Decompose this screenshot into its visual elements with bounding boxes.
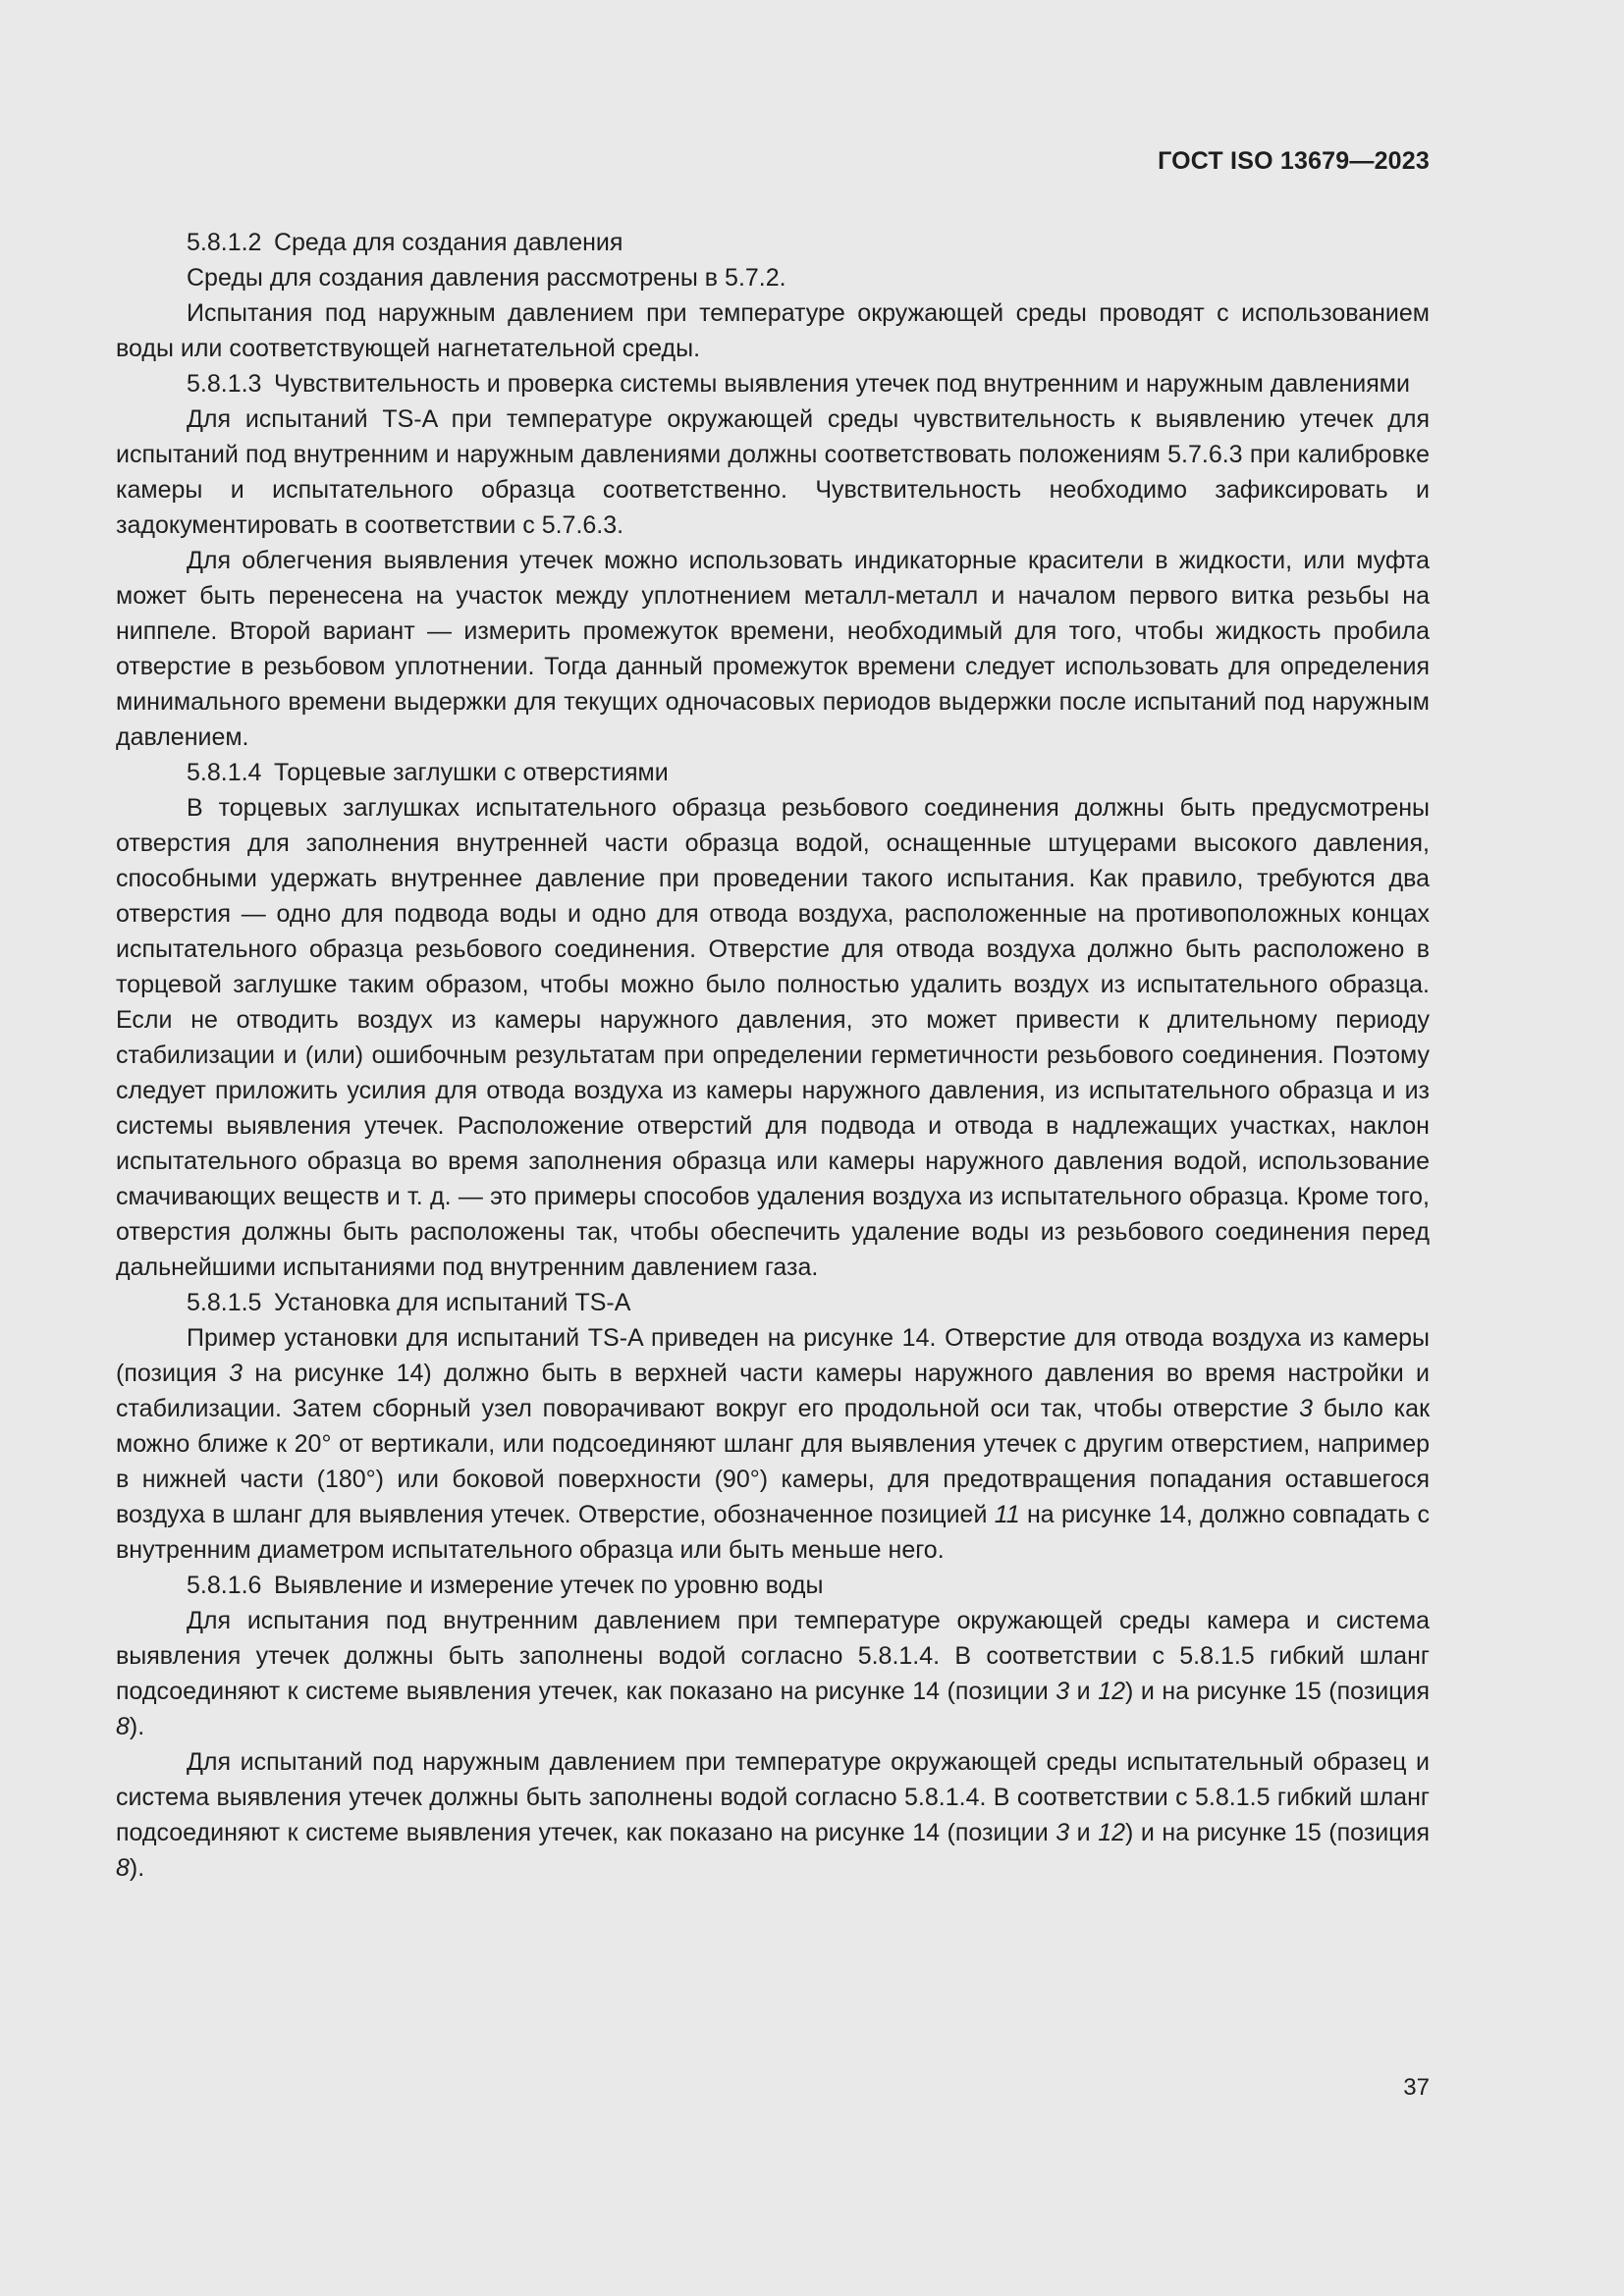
- section-heading: [116, 1285, 1430, 1320]
- paragraph-text: ).: [129, 1713, 145, 1740]
- section-number: 5.8.1.5: [187, 1289, 262, 1316]
- position-reference: 3: [1056, 1678, 1070, 1705]
- section-heading: [116, 225, 1430, 260]
- paragraph: Среды для создания давления рассмотрены в 5.7.2.: [187, 264, 786, 292]
- paragraph: Для облегчения выявления утечек можно использовать индикаторные красители в жидкости, или муфта может быть перенесена на участок между уплотнением металл-металл и началом первого витка резьбы на ниппеле. Второй вариант — измерить промежуток времени, необходимый для того, чтобы жидкость пробила отверстие в резьбовом уплотнении. Тогда данный промежуток времени следует использовать для определения минимального времени выдержки для текущих одночасовых периодов выдержки после испытаний под наружным давлением.: [116, 547, 1430, 751]
- position-reference: 8: [116, 1854, 130, 1882]
- section-heading: [116, 1568, 1430, 1603]
- paragraph-text: Пример установки для испытаний TS-A приведен на рисунке 14. Отверстие для отвода воздуха из камеры (позиция: [116, 1324, 1430, 1387]
- position-reference: 3: [1299, 1395, 1313, 1422]
- paragraph-text: на рисунке 14, должно совпадать с внутренним диаметром испытательного образца или быть меньше него.: [116, 1501, 1430, 1564]
- paragraph-text: ) и на рисунке 15 (позиция: [1125, 1678, 1430, 1705]
- paragraph: В торцевых заглушках испытательного образца резьбового соединения должны быть предусмотрены отверстия для заполнения внутренней части образца водой, оснащенные штуцерами высокого давления, способными удержать внутреннее давление при проведении такого испытания. Как правило, требуются два отверстия — одно для подвода воды и одно для отвода воздуха, расположенные на противоположных концах испытательного образца резьбового соединения. Отверстие для отвода воздуха должно быть расположено в торцевой заглушке таким образом, чтобы можно было полностью удалить воздух из испытательного образца. Если не отводить воздух из камеры наружного давления, это может привести к длительному периоду стабилизации и (или) ошибочным результатам при определении герметичности резьбового соединения. Поэтому следует приложить усилия для отвода воздуха из камеры наружного давления, из испытательного образца и из системы выявления утечек. Расположение отверстий для подвода и отвода в надлежащих участках, наклон испытательного образца во время заполнения образца или камеры наружного давления водой, использование смачивающих веществ и т. д. — это примеры способов удаления воздуха из испытательного образца. Кроме того, отверстия должны быть расположены так, чтобы обеспечить удаление воды из резьбового соединения перед дальнейшими испытаниями под внутренним давлением газа.: [116, 794, 1430, 1281]
- paragraph: [116, 1320, 1430, 1568]
- section-heading: [116, 366, 1430, 401]
- position-reference: 3: [229, 1360, 244, 1387]
- paragraph-text: на рисунке 14) должно быть в верхней части камеры наружного давления во время настройки и стабилизации. Затем сборный узел поворачивают вокруг его продольной оси так, чтобы отверстие: [116, 1360, 1430, 1422]
- position-reference: 12: [1098, 1678, 1125, 1705]
- paragraph: Для испытаний TS-A при температуре окружающей среды чувствительность к выявлению утечек для испытаний под внутренним и наружным давлениями должны соответствовать положениям 5.7.6.3 при калибровке камеры и испытательного образца соответственно. Чувствительность необходимо зафиксировать и задокументировать в соответствии с 5.7.6.3.: [116, 405, 1430, 539]
- section-number: 5.8.1.3: [187, 370, 262, 398]
- page-number: 37: [1403, 2074, 1430, 2101]
- section-title: Выявление и измерение утечек по уровню воды: [273, 1572, 824, 1599]
- position-reference: 12: [1098, 1819, 1125, 1846]
- paragraph: Испытания под наружным давлением при температуре окружающей среды проводят с использованием воды или соответствующей нагнетательной среды.: [116, 299, 1430, 362]
- section-title: Установка для испытаний TS-A: [273, 1289, 631, 1316]
- paragraph: [116, 1744, 1430, 1886]
- section-title: Торцевые заглушки с отверстиями: [273, 759, 669, 786]
- position-reference: 11: [994, 1501, 1020, 1528]
- paragraph-text: было как можно ближе к 20° от вертикали, или подсоединяют шланг для выявления утечек с другим отверстием, например в нижней части (180°) или боковой поверхности (90°) камеры, для предотвращения попадания оставшегося воздуха в шланг для выявления утечек. Отверстие, обозначенное позицией: [116, 1395, 1431, 1528]
- paragraph-text: Для испытания под внутренним давлением при температуре окружающей среды камера и система выявления утечек должны быть заполнены водой согласно 5.8.1.4. В соответствии с 5.8.1.5 гибкий шланг подсоединяют к системе выявления утечек, как показано на рисунке 14 (позиции: [116, 1607, 1430, 1705]
- section-heading: [116, 755, 1430, 790]
- paragraph-text: ).: [129, 1854, 145, 1882]
- document-body: [116, 225, 1430, 1886]
- section-title: Среда для создания давления: [273, 229, 623, 256]
- paragraph: [116, 1603, 1430, 1744]
- paragraph-text: ) и на рисунке 15 (позиция: [1125, 1819, 1430, 1846]
- section-number: 5.8.1.6: [187, 1572, 262, 1599]
- section-number: 5.8.1.2: [187, 229, 262, 256]
- paragraph-text: и: [1069, 1678, 1099, 1705]
- position-reference: 8: [116, 1713, 130, 1740]
- section-title: Чувствительность и проверка системы выявления утечек под внутренним и наружным давлениями: [273, 370, 1410, 398]
- paragraph-text: и: [1069, 1819, 1099, 1846]
- paragraph-text: Для испытаний под наружным давлением при температуре окружающей среды испытательный образец и система выявления утечек должны быть заполнены водой согласно 5.8.1.4. В соответствии с 5.8.1.5 гибкий шланг подсоединяют к системе выявления утечек, как показано на рисунке 14 (позиции: [116, 1748, 1430, 1846]
- document-header: ГОСТ ISO 13679—2023: [1158, 147, 1430, 175]
- section-number: 5.8.1.4: [187, 759, 262, 786]
- position-reference: 3: [1056, 1819, 1070, 1846]
